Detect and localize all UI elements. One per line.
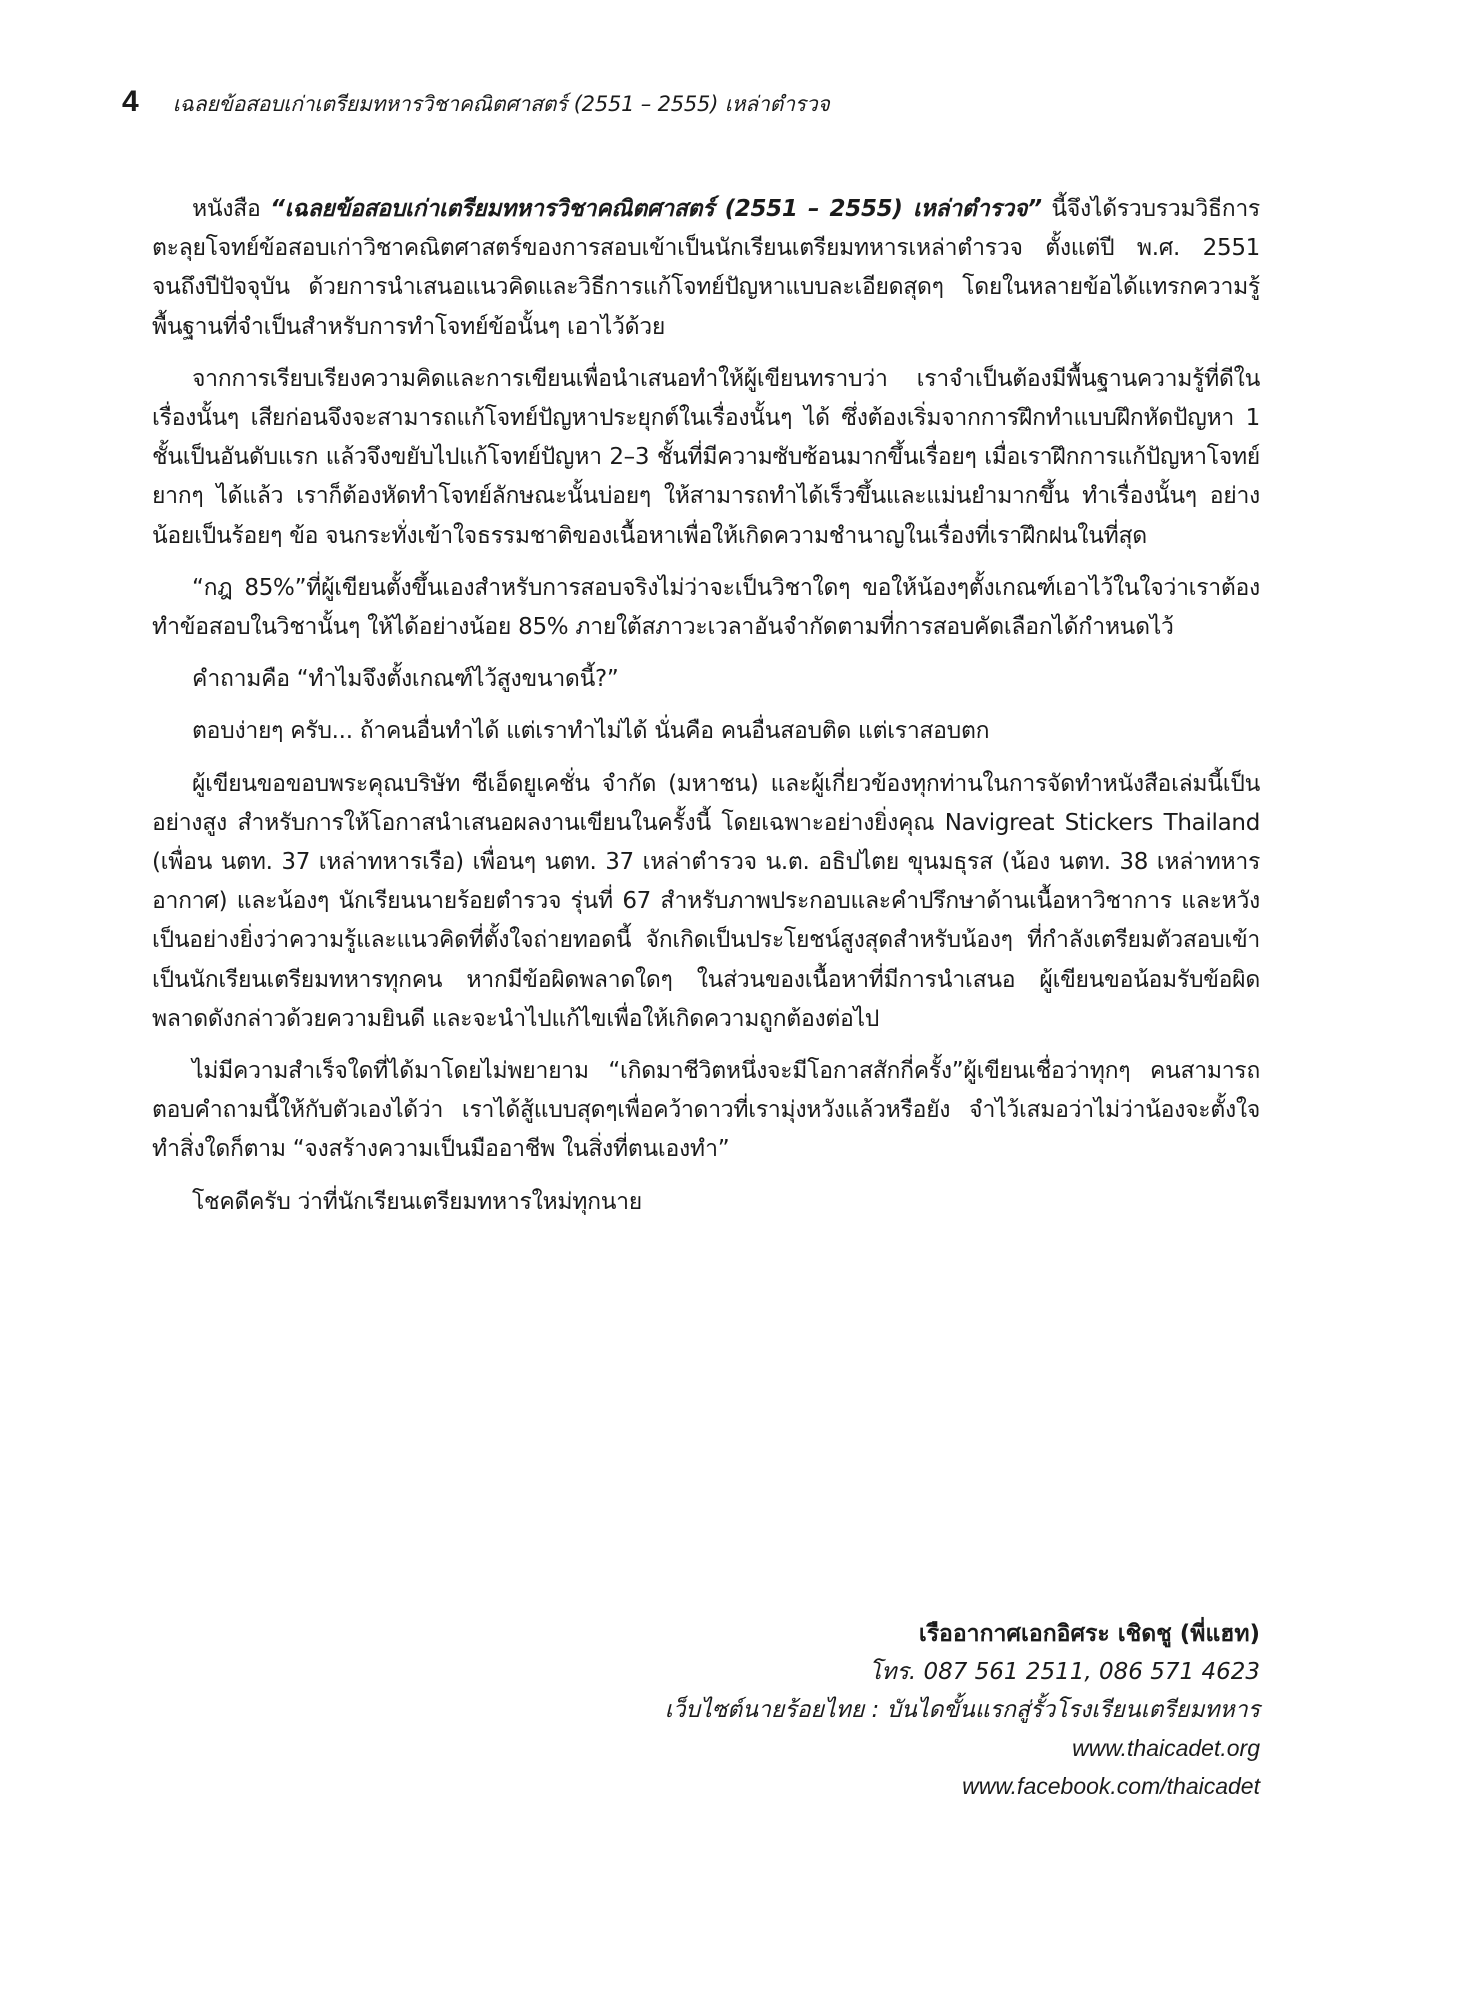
facebook-url: www.facebook.com/thaicadet — [962, 1773, 1260, 1799]
paragraph-practice: จากการเรียบเรียงความคิดและการเขียนเพื่อนำเสนอทำให้ผู้เขียนทราบว่า เราจำเป็นต้องมีพื้นฐานความรู้ที่ดีในเรื่องนั้นๆ เสียก่อนจึงจะสามารถแก้โจทย์ปัญหาประยุกต์ในเรื่องนั้นๆ ได้ ซึ่งต้องเริ่มจากการฝึกทำแบบฝึกหัดปัญหา 1 ชั้นเป็นอันดับแรก แล้วจึงขยับไปแก้โจทย์ปัญหา 2–3 ชั้นที่มีความซับซ้อนมากขึ้นเรื่อยๆ เมื่อเราฝึกการแก้ปัญหาโจทย์ยากๆ ได้แล้ว เราก็ต้องหัดทำโจทย์ลักษณะนั้นบ่อยๆ ให้สามารถทำได้เร็วขึ้นและแม่นยำมากขึ้น ทำเรื่องนั้นๆ อย่างน้อยเป็นร้อยๆ ข้อ จนกระทั่งเข้าใจธรรมชาติของเนื้อหาเพื่อให้เกิดความชำนาญในเรื่องที่เราฝึกฝนในที่สุด — [152, 365, 1260, 549]
body-text — [152, 190, 1260, 1235]
page-header — [122, 82, 1322, 122]
paragraph-good-luck: โชคดีครับ ว่าที่นักเรียนเตรียมทหารใหม่ทุกนาย — [192, 1188, 642, 1215]
author-name: เรืออากาศเอกอิศระ เชิดชู (พี่แฮท) — [918, 1621, 1260, 1647]
author-signature — [460, 1615, 1260, 1805]
paragraph-motivation: ไม่มีความสำเร็จใดที่ได้มาโดยไม่พยายาม “เกิดมาชีวิตหนึ่งจะมีโอกาสสักกี่ครั้ง”ผู้เขียนเชื่อว่าทุกๆ คนสามารถตอบคำถามนี้ให้กับตัวเองได้ว่า เราได้สู้แบบสุดๆเพื่อคว้าดาวที่เรามุ่งหวังแล้วหรือยัง จำไว้เสมอว่าไม่ว่าน้องจะตั้งใจทำสิ่งใดก็ตาม “จงสร้างความเป็นมืออาชีพ ในสิ่งที่ตนเองทำ” — [152, 1058, 1260, 1163]
paragraph-intro — [152, 190, 1260, 347]
page-number: 4 — [122, 85, 139, 118]
author-phone: โทร. 087 561 2511, 086 571 4623 — [868, 1659, 1260, 1685]
running-title: เฉลยข้อสอบเก่าเตรียมทหารวิชาคณิตศาสตร์ (2551 – 2555) เหล่าตำรวจ — [172, 92, 830, 116]
paragraph-question: คำถามคือ “ทำไมจึงตั้งเกณฑ์ไว้สูงขนาดนี้?” — [192, 666, 619, 693]
paragraph-acknowledgement: ผู้เขียนขอขอบพระคุณบริษัท ซีเอ็ดยูเคชั่น จำกัด (มหาชน) และผู้เกี่ยวข้องทุกท่านในการจัดทำหนังสือเล่มนี้เป็นอย่างสูง สำหรับการให้โอกาสนำเสนอผลงานเขียนในครั้งนี้ โดยเฉพาะอย่างยิ่งคุณ Navigreat Stickers Thailand (เพื่อน นตท. 37 เหล่าทหารเรือ) เพื่อนๆ นตท. 37 เหล่าตำรวจ น.ต. อธิปไตย ขุนมธุรส (น้อง นตท. 38 เหล่าทหารอากาศ) และน้องๆ นักเรียนนายร้อยตำรวจ รุ่นที่ 67 สำหรับภาพประกอบและคำปรึกษาด้านเนื้อหาวิชาการ และหวังเป็นอย่างยิ่งว่าความรู้และแนวคิดที่ตั้งใจถ่ายทอดนี้ จักเกิดเป็นประโยชน์สูงสุดสำหรับน้องๆ ที่กำลังเตรียมตัวสอบเข้าเป็นนักเรียนเตรียมทหารทุกคน หากมีข้อผิดพลาดใดๆ ในส่วนของเนื้อหาที่มีการนำเสนอ ผู้เขียนขอน้อมรับข้อผิดพลาดดังกล่าวด้วยความยินดี และจะนำไปแก้ไขเพื่อให้เกิดความถูกต้องต่อไป — [152, 770, 1260, 1032]
website-url: www.thaicadet.org — [1072, 1735, 1260, 1761]
paragraph-answer: ตอบง่ายๆ ครับ... ถ้าคนอื่นทำได้ แต่เราทำไม่ได้ นั่นคือ คนอื่นสอบติด แต่เราสอบตก — [192, 718, 990, 745]
paragraph-intro-prefix: หนังสือ — [192, 196, 271, 222]
website-label: เว็บไซต์นายร้อยไทย : บันไดขั้นแรกสู่รั้วโรงเรียนเตรียมทหาร — [664, 1697, 1260, 1723]
paragraph-intro-rest: นี้จึงได้รวบรวมวิธีการตะลุยโจทย์ข้อสอบเก่าวิชาคณิตศาสตร์ของการสอบเข้าเป็นนักเรียนเตรียมทหารเหล่าตำรวจ ตั้งแต่ปี พ.ศ. 2551 จนถึงปีปัจจุบัน ด้วยการนำเสนอแนวคิดและวิธีการแก้โจทย์ปัญหาแบบละเอียดสุดๆ โดยในหลายข้อได้แทรกความรู้พื้นฐานที่จำเป็นสำหรับการทำโจทย์ข้อนั้นๆ เอาไว้ด้วย — [152, 196, 1260, 340]
paragraph-rule-85: “กฎ 85%”ที่ผู้เขียนตั้งขึ้นเองสำหรับการสอบจริงไม่ว่าจะเป็นวิชาใดๆ ขอให้น้องๆตั้งเกณฑ์เอาไว้ในใจว่าเราต้องทำข้อสอบในวิชานั้นๆ ให้ได้อย่างน้อย 85% ภายใต้สภาวะเวลาอันจำกัดตามที่การสอบคัดเลือกได้กำหนดไว้ — [152, 574, 1260, 641]
book-title-emphasis: “เฉลยข้อสอบเก่าเตรียมทหารวิชาคณิตศาสตร์ (2551 – 2555) เหล่าตำรวจ” — [270, 196, 1042, 222]
